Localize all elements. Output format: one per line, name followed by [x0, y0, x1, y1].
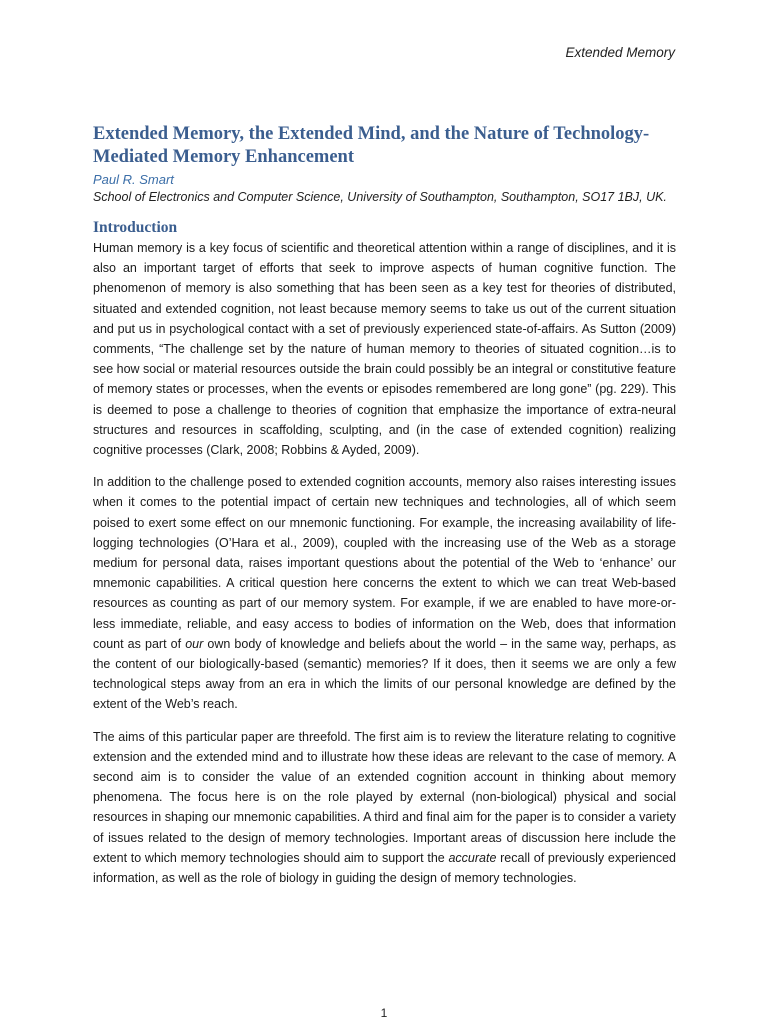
paragraph-2-emphasis: our	[185, 636, 204, 651]
page-number: 1	[380, 1006, 388, 1020]
paragraph-3-text-b: recall of previously experienced information, as well as the role of biology in guiding the design of memory technologies.	[93, 850, 676, 886]
paper-title: Extended Memory, the Extended Mind, and the Nature of Technology-Mediated Memory Enhancement	[93, 124, 650, 167]
section-heading-introduction: Introduction	[93, 219, 178, 236]
paragraph-3-emphasis: accurate	[448, 850, 497, 865]
paragraph-2-text-b: own body of knowledge and beliefs about the world – in the same way, perhaps, as the content of our biologically-based (semantic) memories? If it does, then it seems we are only a few technological steps away from an era in which the limits of our personal knowledge are defined by the extent of the Web’s reach.	[93, 636, 676, 712]
page-content	[93, 123, 676, 888]
paragraph-1	[93, 238, 676, 460]
paragraph-2	[93, 472, 676, 714]
author-name: Paul R. Smart	[93, 172, 174, 187]
paragraph-3	[93, 727, 676, 889]
paragraph-1-text: Human memory is a key focus of scientific and theoretical attention within a range of disciplines, and it is also an important target of efforts that seek to improve aspects of human cognitive function. The phenomenon of memory is also something that has been seen as a key test for theories of distributed, situated and extended cognition, not least because memory seems to take us out of the current situation and put us in psychological contact with a set of previously experienced state-of-affairs. As Sutton (2009) comments, “The challenge set by the nature of human memory to theories of situated cognition…is to see how social or material resources outside the brain could possibly be an integral or constitutive feature of memory states or processes, when the events or episodes remembered are long gone” (pg. 229). This is deemed to pose a challenge to theories of cognition that emphasize the importance of extra-neural structures and resources in scaffolding, sculpting, and (in the case of extended cognition) realizing cognitive processes (Clark, 2008; Robbins & Ayded, 2009).	[93, 241, 676, 458]
paragraph-2-text-a: In addition to the challenge posed to extended cognition accounts, memory also raises interesting issues when it comes to the potential impact of certain new techniques and technologies, all of which seem poised to exert some effect on our mnemonic functioning. For example, the increasing availability of life-logging technologies (O’Hara et al., 2009), coupled with the increasing use of the Web as a storage medium for personal data, raises important questions about the potential of the Web to ‘enhance’ our mnemonic capabilities. A critical question here concerns the extent to which we can treat Web-based resources as counting as part of our memory system. For example, if we are enabled to have more-or-less immediate, reliable, and easy access to bodies of information on the Web, does that information count as part of	[93, 475, 676, 651]
running-header: Extended Memory	[565, 45, 675, 60]
author-affiliation: School of Electronics and Computer Science, University of Southampton, Southampton, SO17 1BJ, UK.	[93, 190, 667, 204]
paragraph-3-text-a: The aims of this particular paper are threefold. The first aim is to review the literature relating to cognitive extension and the extended mind and to illustrate how these ideas are relevant to the case of memory. A second aim is to consider the value of an extended cognition account in thinking about memory phenomena. The focus here is on the role played by external (non-biological) physical and social resources in shaping our mnemonic capabilities. A third and final aim for the paper is to consider a variety of issues related to the design of memory technologies. Important areas of discussion here include the extent to which memory technologies should aim to support the	[93, 729, 676, 865]
